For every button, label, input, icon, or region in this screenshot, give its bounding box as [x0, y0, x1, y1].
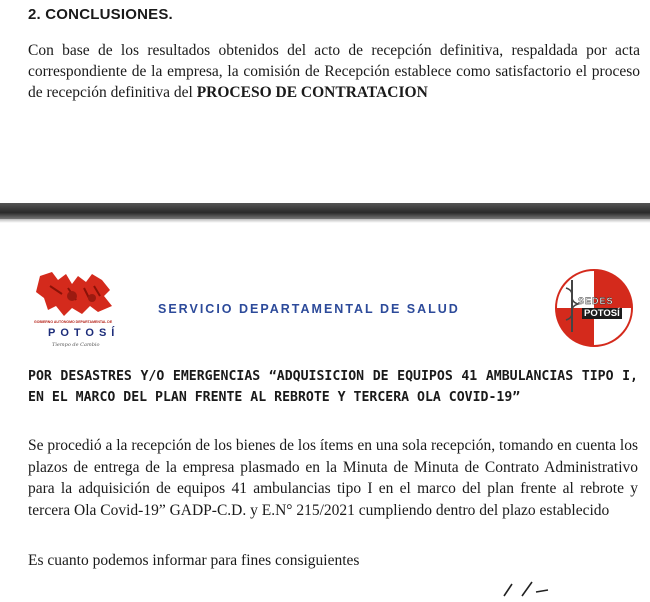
department-title: SERVICIO DEPARTAMENTAL DE SALUD	[158, 302, 460, 316]
previous-page-section	[0, 0, 650, 200]
letterhead	[0, 262, 650, 357]
process-title-paragraph: POR DESASTRES Y/O EMERGENCIAS “ADQUISICION DE EQUIPOS 41 AMBULANCIAS TIPO I, EN EL MARCO DEL PLAN FRENTE AL REBROTE Y TERCERA OLA COVID-19”	[28, 369, 638, 405]
conclusions-bold-text: PROCESO DE CONTRATACION	[196, 84, 428, 101]
reception-paragraph: Se procedió a la recepción de los bienes de los ítems en una sola recepción, tomando en cuenta los plazos de entrega de la empresa plasmado en la Minuta de Minuta de Contrato Administrativo para la adquisición de equipos 41 ambulancias tipo I en el marco del plan frente al rebrote y tercera Ola Covid-19” GADP-C.D. y E.N° 215/2021 cumpliendo dentro del plazo establecido	[28, 437, 638, 519]
closing-sentence: Es cuanto podemos informar para fines consiguientes	[28, 552, 360, 569]
conclusions-paragraph	[28, 40, 640, 103]
section-heading: 2. CONCLUSIONES.	[28, 6, 173, 23]
conclusions-text: Con base de los resultados obtenidos del acto de recepción definitiva, respaldada por acta correspondiente de la empresa, la comisión de Recepción establece como satisfactorio el proceso de recepción definitiva del	[28, 42, 640, 101]
logo-caption-top: GOBIERNO AUTÓNOMO DEPARTAMENTAL DE	[34, 320, 113, 324]
potosi-logo-word: POTOSÍ	[584, 308, 620, 319]
sedes-potosi-logo-icon	[552, 266, 640, 350]
gobernacion-potosi-logo-icon	[32, 266, 122, 354]
signature-stroke	[498, 580, 558, 597]
page-divider-shadow	[0, 219, 650, 223]
logo-caption-name: POTOSÍ	[48, 327, 120, 339]
page-divider	[0, 203, 650, 219]
sedes-logo-word: SEDES	[578, 296, 614, 306]
logo-slogan: Tiempo de Cambio	[52, 342, 100, 348]
